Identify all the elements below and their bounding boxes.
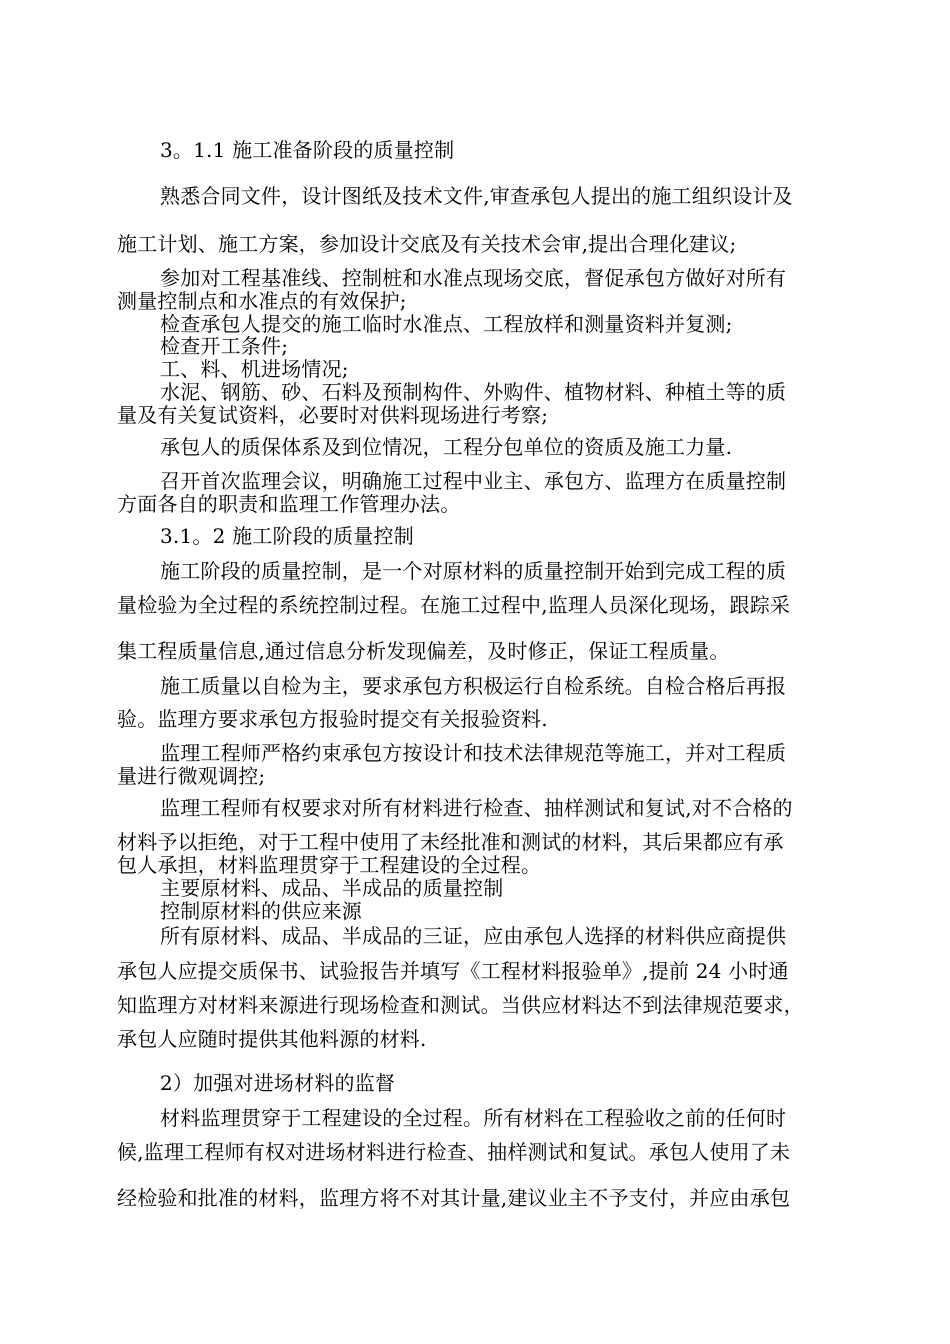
paragraph-line: 包人承担，材料监理贯穿于工程建设的全过程。 (117, 853, 542, 877)
paragraph-line: 量检验为全过程的系统控制过程。在施工过程中,监理人员深化现场，跟踪采 (117, 593, 791, 617)
paragraph-line: 集工程质量信息,通过信息分析发现偏差，及时修正，保证工程质量。 (117, 639, 730, 663)
paragraph-line: 检查承包人提交的施工临时水准点、工程放样和测量资料并复测; (160, 312, 733, 336)
paragraph-line: 监理工程师严格约束承包方按设计和技术法律规范等施工，并对工程质 (160, 741, 787, 765)
paragraph-line: 经检验和批准的材料，监理方将不对其计量,建议业主不予支付，并应由承包 (117, 1186, 791, 1210)
paragraph-line: 材料监理贯穿于工程建设的全过程。所有材料在工程验收之前的任何时 (160, 1106, 787, 1130)
paragraph-line: 工、料、机进场情况; (160, 357, 349, 381)
paragraph-line: 施工计划、施工方案，参加设计交底及有关技术会审,提出合理化建议; (117, 232, 737, 256)
paragraph-line: 量进行微观调控; (117, 764, 266, 788)
paragraph-line: 施工阶段的质量控制，是一个对原材料的质量控制开始到完成工程的质 (160, 559, 787, 583)
paragraph-line: 主要原材料、成品、半成品的质量控制 (160, 876, 504, 900)
section-heading-3-1-2: 3.1。2 施工阶段的质量控制 (160, 524, 414, 548)
paragraph-line: 熟悉合同文件，设计图纸及技术文件,审查承包人提出的施工组织设计及 (160, 184, 793, 208)
paragraph-line: 水泥、钢筋、砂、石料及预制构件、外购件、植物材料、种植土等的质 (160, 380, 787, 404)
paragraph-line: 参加对工程基准线、控制桩和水准点现场交底，督促承包方做好对所有 (160, 266, 787, 290)
paragraph-line: 监理工程师有权要求对所有材料进行检查、抽样测试和复试,对不合格的 (160, 796, 793, 820)
paragraph-line: 所有原材料、成品、半成品的三证，应由承包人选择的材料供应商提供 (160, 924, 787, 948)
paragraph-line: 施工质量以自检为主，要求承包方积极运行自检系统。自检合格后再报 (160, 674, 787, 698)
list-heading-2: 2）加强对进场材料的监督 (160, 1071, 396, 1095)
paragraph-line: 检查开工条件; (160, 334, 289, 358)
paragraph-line: 测量控制点和水准点的有效保护; (117, 289, 407, 313)
paragraph-line: 知监理方对材料来源进行现场检查和测试。当供应材料达不到法律规范要求， (117, 993, 804, 1017)
paragraph-line: 召开首次监理会议，明确施工过程中业主、承包方、监理方在质量控制 (160, 469, 787, 493)
paragraph-line: 承包人应提交质保书、试验报告并填写《工程材料报验单》,提前 24 小时通 (117, 959, 789, 983)
paragraph-line: 承包人的质保体系及到位情况，工程分包单位的资质及施工力量. (160, 435, 733, 459)
paragraph-line: 候,监理工程师有权对进场材料进行检查、抽样测试和复试。承包人使用了未 (117, 1140, 791, 1164)
paragraph-line: 控制原材料的供应来源 (160, 899, 362, 923)
paragraph-line: 量及有关复试资料，必要时对供料现场进行考察; (117, 403, 549, 427)
paragraph-line: 方面各自的职责和监理工作管理办法。 (117, 492, 461, 516)
paragraph-line: 承包人应随时提供其他料源的材料. (117, 1027, 427, 1051)
paragraph-line: 材料予以拒绝，对于工程中使用了未经批准和测试的材料，其后果都应有承 (117, 830, 784, 854)
paragraph-line: 验。监理方要求承包方报验时提交有关报验资料. (117, 707, 548, 731)
section-heading-3-1-1: 3。1.1 施工准备阶段的质量控制 (160, 138, 455, 162)
